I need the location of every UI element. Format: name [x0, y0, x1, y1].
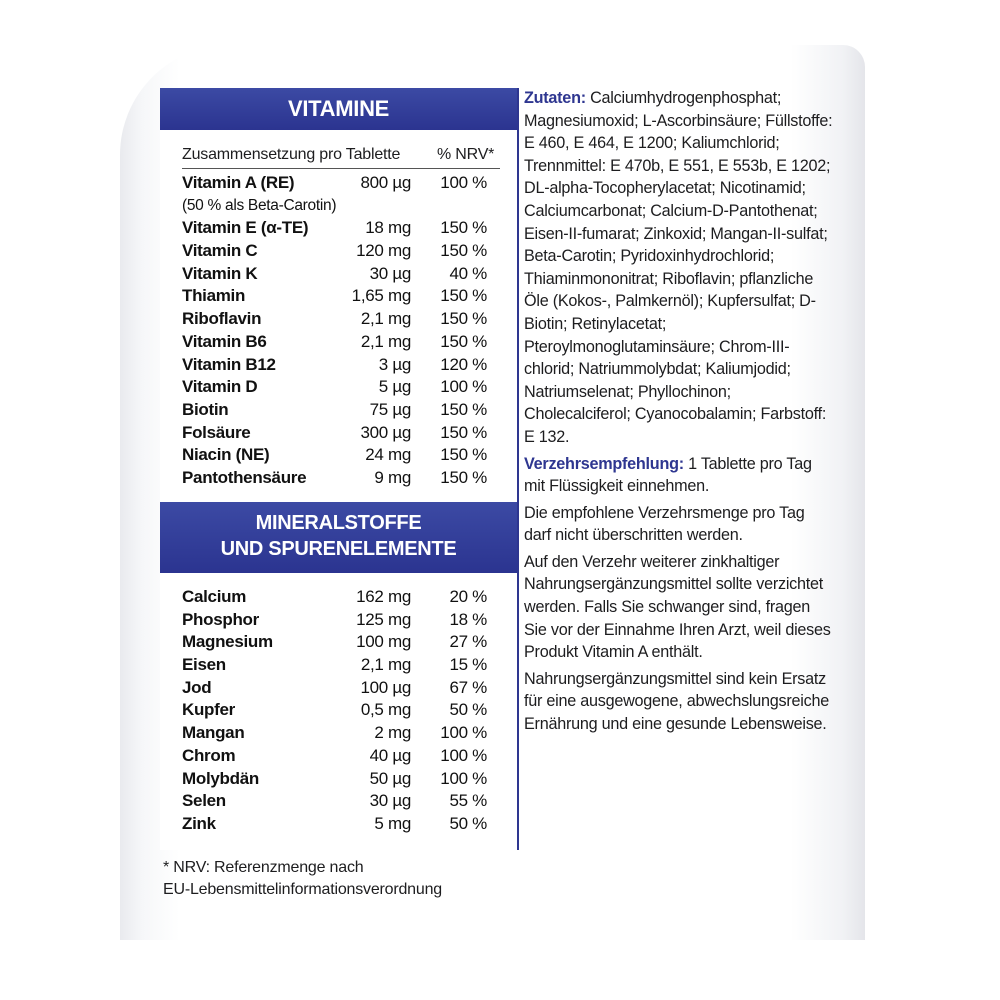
- nutrient-nrv: 120 %: [440, 354, 487, 374]
- table-row: [182, 654, 497, 677]
- nutrient-name: Selen: [182, 791, 226, 811]
- nutrient-amount: 30 µg: [369, 263, 411, 283]
- nutrient-note: (50 % als Beta-Carotin): [182, 196, 337, 214]
- nutrient-amount: 2,1 mg: [360, 655, 411, 675]
- nutrient-name: Vitamin C: [182, 241, 258, 261]
- nutrient-amount: 1,65 mg: [351, 286, 411, 306]
- nutrient-amount: 800 µg: [360, 173, 411, 192]
- nutrient-name: Pantothensäure: [182, 467, 307, 487]
- nutrient-amount: 2 mg: [374, 723, 411, 743]
- nutrient-amount: 9 mg: [374, 467, 411, 487]
- nutrient-nrv: 100 %: [440, 745, 487, 765]
- nutrient-nrv: 150 %: [440, 445, 487, 465]
- ingredients-paragraph: [524, 87, 834, 449]
- nutrient-name: Zink: [182, 813, 216, 833]
- table-row: [182, 790, 497, 813]
- vitamins-rows: [182, 172, 497, 490]
- nutrient-name: Chrom: [182, 745, 236, 765]
- nutrient-nrv: 40 %: [449, 263, 487, 283]
- nutrient-name: Calcium: [182, 587, 247, 606]
- table-row: [182, 263, 497, 286]
- nutrient-amount: 3 µg: [378, 354, 411, 374]
- nutrient-amount: 120 mg: [356, 241, 411, 261]
- nutrient-nrv: 100 %: [440, 723, 487, 743]
- nutrient-nrv: 20 %: [449, 587, 487, 606]
- nutrient-nrv: 150 %: [440, 286, 487, 306]
- table-row: [182, 376, 497, 399]
- nutrient-nrv: 67 %: [449, 677, 487, 697]
- nutrient-name: Vitamin A (RE): [182, 173, 295, 192]
- table-row: [182, 240, 497, 263]
- nutrient-nrv: 55 %: [449, 791, 487, 811]
- nutrient-amount: 5 mg: [374, 813, 411, 833]
- footnote-line2: EU-Lebensmittelinformationsverordnung: [163, 881, 442, 898]
- warning-paragraph: Nahrungsergänzungsmittel sind kein Ersatz für eine ausgewogene, abwechslungsreiche Ernährung und eine gesunde Lebensweise.: [524, 669, 829, 734]
- nutrient-amount: 40 µg: [369, 745, 411, 765]
- table-row: [182, 285, 497, 308]
- nutrient-name: Vitamin D: [182, 377, 258, 397]
- table-row: [182, 586, 497, 609]
- nutrient-name: Vitamin K: [182, 263, 258, 283]
- nrv-footnote: [163, 857, 442, 901]
- nutrient-nrv: 150 %: [440, 309, 487, 329]
- recommendation-label: Verzehrsempfehlung:: [524, 454, 684, 473]
- nutrient-nrv: 150 %: [440, 467, 487, 487]
- nutrient-amount: 162 mg: [356, 587, 411, 606]
- nutrient-name: Thiamin: [182, 286, 246, 306]
- product-info-column: [524, 87, 834, 738]
- nutrient-name: Eisen: [182, 655, 226, 675]
- nutrient-name: Vitamin B12: [182, 354, 276, 374]
- nutrient-nrv: 150 %: [440, 399, 487, 419]
- table-row: [182, 331, 497, 354]
- footnote-line1: * NRV: Referenzmenge nach: [163, 859, 364, 876]
- nutrient-nrv: 50 %: [449, 813, 487, 833]
- nutrient-nrv: 15 %: [449, 655, 487, 675]
- nutrient-nrv: 150 %: [440, 241, 487, 261]
- table-row: [182, 467, 497, 490]
- warning-paragraph: Auf den Verzehr weiterer zinkhaltiger Nahrungsergänzungsmittel sollte verzichtet werden. Falls Sie schwanger sind, fragen Sie vor der Einnahme Ihren Arzt, weil dieses Produkt Vitamin A enthält.: [524, 552, 831, 662]
- table-row-note: [182, 195, 497, 218]
- table-row: [182, 308, 497, 331]
- vitamins-title: VITAMINE: [160, 88, 517, 130]
- minerals-title-line2: UND SPURENELEMENTE: [220, 538, 457, 560]
- table-row: [182, 722, 497, 745]
- nutrient-name: Kupfer: [182, 700, 235, 720]
- nutrient-amount: 2,1 mg: [360, 309, 411, 329]
- nutrient-amount: 0,5 mg: [360, 700, 411, 720]
- composition-header: Zusammensetzung pro Tablette: [182, 146, 401, 163]
- nutrient-amount: 30 µg: [369, 791, 411, 811]
- table-row: [182, 699, 497, 722]
- nutrient-amount: 24 mg: [365, 445, 411, 465]
- minerals-rows: [182, 586, 497, 836]
- nutrient-amount: 100 µg: [360, 677, 411, 697]
- table-row: [182, 444, 497, 467]
- table-row: [182, 172, 497, 195]
- nutrient-name: Phosphor: [182, 609, 259, 629]
- nutrient-name: Molybdän: [182, 768, 259, 788]
- table-row: [182, 768, 497, 791]
- nutrient-amount: 2,1 mg: [360, 331, 411, 351]
- table-row: [182, 399, 497, 422]
- nutrient-name: Vitamin E (α-TE): [182, 218, 309, 238]
- nutrient-nrv: 150 %: [440, 422, 487, 442]
- recommendation-text: 1 Tablette pro Tag mit Flüssigkeit einnehmen.: [524, 454, 812, 496]
- table-row: [182, 217, 497, 240]
- nutrient-nrv: 27 %: [449, 632, 487, 652]
- table-row: [182, 745, 497, 768]
- nrv-header: % NRV*: [437, 146, 495, 163]
- table-row: [182, 813, 497, 836]
- warning-paragraph: Die empfohlene Verzehrsmenge pro Tag darf nicht überschritten werden.: [524, 503, 805, 545]
- nutrient-name: Magnesium: [182, 632, 273, 652]
- nutrient-amount: 50 µg: [369, 768, 411, 788]
- recommendation-paragraph: [524, 453, 834, 498]
- nutrient-nrv: 18 %: [449, 609, 487, 629]
- nutrient-amount: 5 µg: [378, 377, 411, 397]
- nutrient-name: Mangan: [182, 723, 245, 743]
- nutrient-nrv: 150 %: [440, 218, 487, 238]
- nutrient-nrv: 50 %: [449, 700, 487, 720]
- nutrient-name: Vitamin B6: [182, 331, 267, 351]
- nutrient-name: Jod: [182, 677, 212, 697]
- nutrient-name: Riboflavin: [182, 309, 262, 329]
- nutrient-nrv: 100 %: [440, 768, 487, 788]
- nutrient-nrv: 150 %: [440, 331, 487, 351]
- nutrient-amount: 75 µg: [369, 399, 411, 419]
- table-row: [182, 354, 497, 377]
- nutrient-amount: 125 mg: [356, 609, 411, 629]
- table-row: [182, 422, 497, 445]
- minerals-title: [160, 502, 517, 573]
- nutrient-amount: 100 mg: [356, 632, 411, 652]
- header-divider: [182, 168, 500, 169]
- nutrient-name: Niacin (NE): [182, 445, 270, 465]
- nutrition-table-panel: [160, 88, 519, 850]
- table-row: [182, 677, 497, 700]
- table-row: [182, 609, 497, 632]
- nutrient-nrv: 100 %: [440, 377, 487, 397]
- nutrient-name: Folsäure: [182, 422, 251, 442]
- ingredients-text: Calciumhydrogenphosphat; Magnesiumoxid; L-Ascorbinsäure; Füllstoffe: E 460, E 464, E 1200; Kaliumchlorid; Trennmittel: E 470b, E 551, E 553b, E 1202; DL-alpha-Tocopherylacetat; Nicotinamid; Calciumcarbonat; Calcium-D-Pantothenat; Eisen-II-fumarat; Zinkoxid; Mangan-II-sulfat; Beta-Carotin; Pyridoxinhydrochlorid; Thiaminmononitrat; Riboflavin; pflanzliche Öle (Kokos-, Palmkernöl); Kupfersulfat; D-Biotin; Retinylacetat; Pteroylmonoglutaminsäure; Chrom-III-chlorid; Natriummolybdat; Kaliumjodid; Natriumselenat; Phyllochinon; Cholecalciferol; Cyanocobalamin; Farbstoff: E 132.: [524, 89, 833, 446]
- table-row: [182, 631, 497, 654]
- nutrient-amount: 300 µg: [360, 422, 411, 442]
- ingredients-label: Zutaten:: [524, 89, 586, 107]
- nutrient-name: Biotin: [182, 399, 229, 419]
- nutrient-amount: 18 mg: [365, 218, 411, 238]
- nutrient-nrv: 100 %: [440, 173, 487, 192]
- minerals-title-line1: MINERALSTOFFE: [255, 512, 422, 534]
